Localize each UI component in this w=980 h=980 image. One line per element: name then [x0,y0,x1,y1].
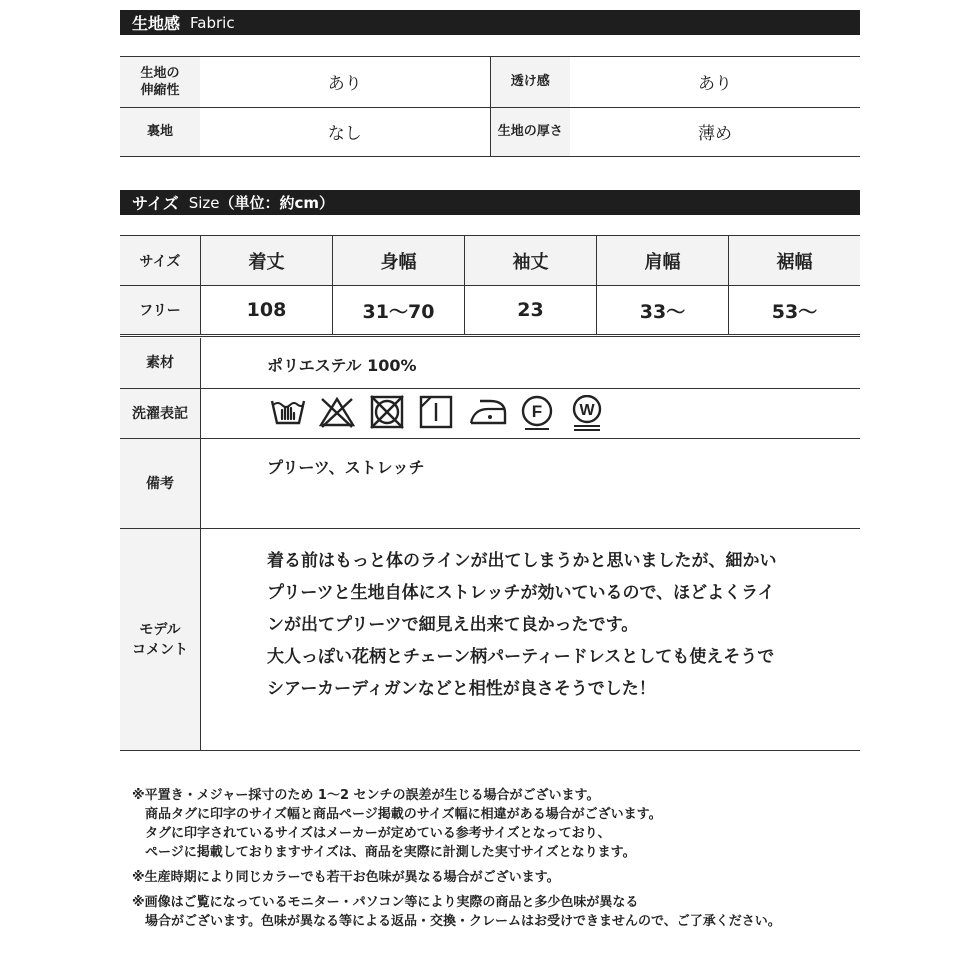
fabric-header-bar [120,10,860,35]
no-bleach-icon [318,395,356,429]
model-comment-line: ンが出てプリーツで細見え出来て良かったです。 [267,615,639,635]
detail-label-divider [200,338,201,750]
fabric-value-stretch: あり [200,57,490,107]
size-col-shoulder: 肩幅 [597,236,728,285]
size-table-double-rule [120,334,860,337]
fabric-row [120,107,860,156]
size-row-label: フリー [120,286,200,334]
remarks-value: プリーツ、ストレッチ [267,458,425,477]
size-col-length: 着丈 [201,236,332,285]
material-rule [120,388,860,389]
size-title-en: Size [188,194,220,212]
fabric-value-lining: なし [200,107,490,156]
material-label: 素材 [120,338,200,388]
note-line: 商品タグに印字のサイズ幅と商品ページ掲載のサイズ幅に相違がある場合がございます。 [132,807,662,822]
fabric-row [120,57,860,107]
note-line: ページに掲載しておりますサイズは、商品を実際に計測した実寸サイズとなります。 [132,845,636,860]
fabric-value-thickness: 薄め [570,107,860,156]
line-dry-shade-icon [419,395,455,429]
size-value-sleeve: 23 [517,299,544,321]
size-value-shoulder: 33〜 [639,300,686,323]
wet-clean-w-icon [570,395,606,435]
fabric-label-sheer: 透け感 [490,57,570,107]
model-comment-rule [120,750,860,751]
remarks-label: 備考 [120,439,200,528]
dry-clean-letter: F [531,402,543,421]
size-divider [464,236,465,334]
remarks-rule [120,528,860,529]
iron-low-icon [468,395,508,429]
size-value-length: 108 [246,299,287,321]
disclaimer-notes [132,786,872,931]
care-rule [120,438,860,439]
size-header-bar [120,190,860,215]
fabric-value-sheer: あり [570,57,860,107]
size-title-ja: サイズ [132,194,179,213]
note-line: 場合がございます。色味が異なる等による返品・交換・クレームはお受けできませんので、ご了承ください。 [132,914,781,929]
model-comment-line: プリーツと生地自体にストレッチが効いているので、ほどよくライ [267,583,775,603]
size-value-width: 31〜70 [362,300,435,323]
size-title-en-wrap [189,192,334,213]
fabric-table [120,57,860,157]
size-col-width: 身幅 [333,236,464,285]
dry-clean-f-icon [520,395,556,431]
size-header-label: サイズ [120,236,200,285]
fabric-title-ja: 生地感 [132,14,181,33]
model-comment-line: シアーカーディガンなどと相性が良さそうでした！ [267,679,656,699]
size-divider [332,236,333,334]
hand-wash-icon [270,395,306,429]
model-comment-text [267,545,777,705]
size-divider [200,236,201,334]
fabric-title-en: Fabric [190,13,235,32]
fabric-label-stretch: 生地の 伸縮性 [120,57,200,107]
no-tumble-dry-icon [368,395,406,429]
material-value: ポリエステル 100% [267,356,417,375]
note-line: ※平置き・メジャー採寸のため 1〜2 センチの誤差が生じる場合がございます。 [132,788,600,803]
size-col-sleeve: 袖丈 [465,236,596,285]
size-title-unit: （単位：約cm） [219,194,335,212]
note-line: タグに印字されているサイズはメーカーが定めている参考サイズとなっており、 [132,826,611,841]
size-col-hem: 裾幅 [729,236,860,285]
fabric-label-thickness: 生地の厚さ [490,107,570,156]
note-line: ※画像はご覧になっているモニター・パソコン等により実際の商品と多少色味が異なる [132,895,639,910]
model-comment-line: 着る前はもっと体のラインが出てしまうかと思いましたが、細かい [267,551,777,571]
fabric-label-lining: 裏地 [120,107,200,156]
care-label: 洗濯表記 [120,389,200,438]
size-divider [728,236,729,334]
size-value-hem: 53〜 [771,300,818,323]
model-comment-label: モデル コメント [120,529,200,750]
note-line: ※生産時期により同じカラーでも若干お色味が異なる場合がございます。 [132,870,560,885]
size-divider [596,236,597,334]
wet-clean-letter: W [579,402,595,419]
model-comment-line: 大人っぽい花柄とチェーン柄パーティードレスとしても使えそうで [267,647,775,667]
